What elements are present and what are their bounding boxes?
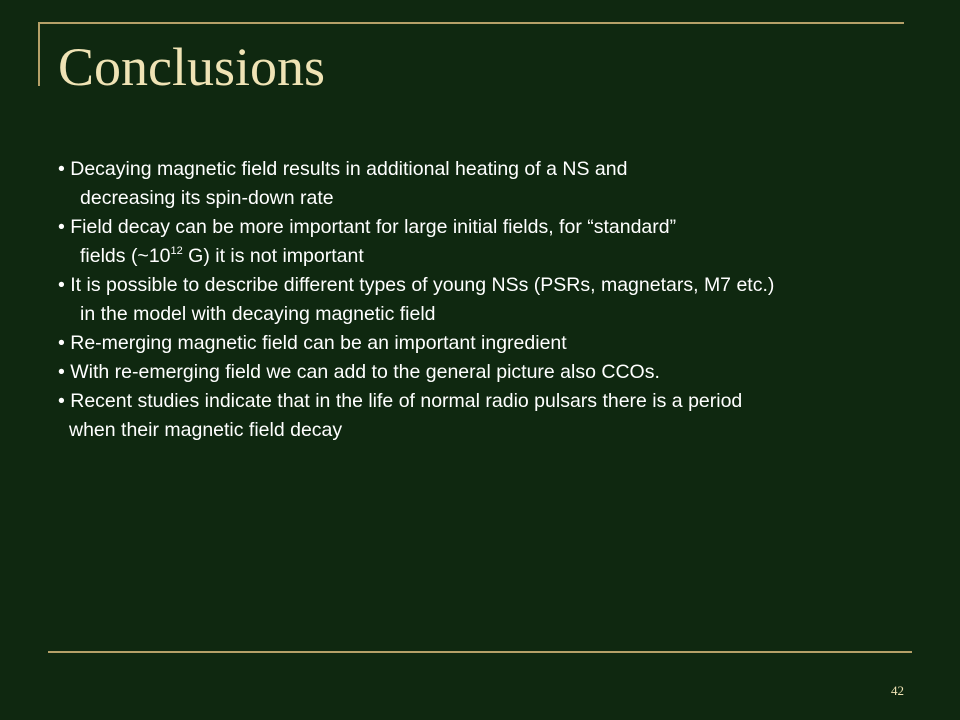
bullet-line: • Recent studies indicate that in the life of normal radio pulsars there is a period (58, 390, 743, 412)
text-segment: fields (~10 (80, 245, 171, 267)
frame-top-rule (40, 22, 904, 24)
bullet-line: • Decaying magnetic field results in additional heating of a NS and (58, 158, 628, 180)
bullet-line: • Re-merging magnetic field can be an important ingredient (58, 332, 567, 354)
page-number: 42 (891, 683, 904, 698)
frame-bottom-rule (48, 651, 912, 653)
bullet-item (58, 329, 948, 358)
text-segment: G) it is not important (182, 245, 364, 267)
bullet-continuation: when their magnetic field decay (69, 419, 343, 441)
bullet-item (58, 213, 948, 271)
bullet-continuation (58, 242, 948, 271)
bullet-line: • Field decay can be more important for large initial fields, for “standard” (58, 216, 677, 238)
bullet-continuation: decreasing its spin-down rate (80, 187, 334, 209)
bullet-item (58, 387, 948, 445)
bullet-line: • With re-emerging field we can add to the general picture also CCOs. (58, 361, 660, 383)
superscript-exponent: 12 (170, 245, 183, 257)
slide-title: Conclusions (58, 37, 326, 97)
bullet-item (58, 271, 948, 329)
frame-left-rule (38, 22, 40, 86)
bullet-continuation: in the model with decaying magnetic field (80, 303, 436, 325)
bullet-item (58, 155, 948, 213)
bullet-line: • It is possible to describe different types of young NSs (PSRs, magnetars, M7 etc.) (58, 274, 775, 296)
bullet-list (58, 155, 948, 445)
bullet-item (58, 358, 948, 387)
